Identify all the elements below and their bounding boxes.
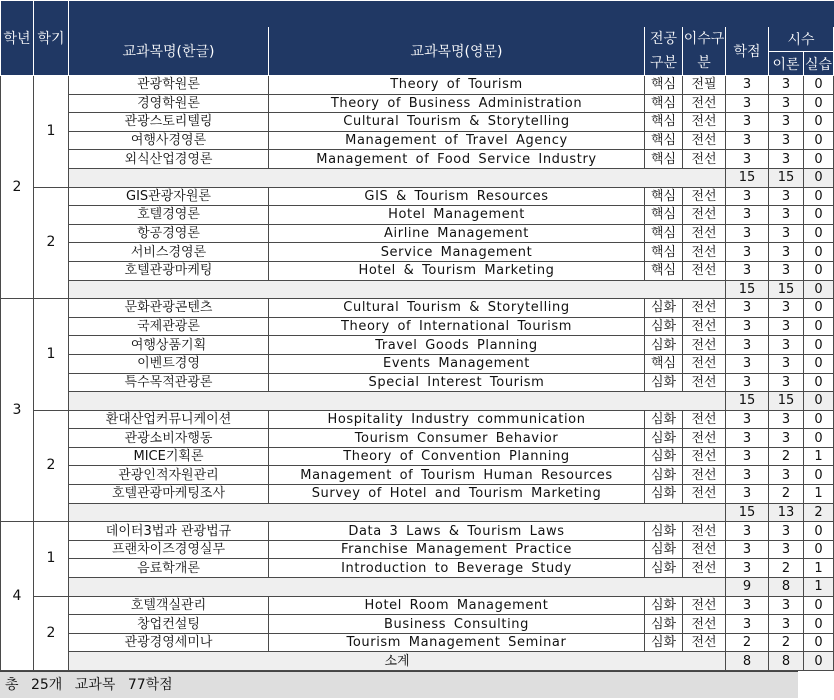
course-name-en: Theory of Tourism [269,76,645,95]
credits: 3 [726,615,769,634]
course-name-kr: 관광인적자원관리 [69,466,269,485]
credits: 3 [726,131,769,150]
credits: 3 [726,317,769,336]
theory-hours: 3 [769,522,804,541]
practice-hours: 1 [804,485,834,504]
table-row [1,466,834,485]
total-credits: 77학점 [127,677,173,693]
course-name-kr: 문화관광콘텐츠 [69,299,269,318]
major-type: 핵심 [645,243,683,262]
table-row [1,206,834,225]
practice-hours: 1 [804,447,834,466]
total-courses: 25개 [30,677,63,693]
theory-hours: 2 [769,633,804,652]
theory-hours: 3 [769,373,804,392]
track-type: 전선 [683,131,726,150]
track-type: 전선 [683,224,726,243]
theory-hours: 3 [769,299,804,318]
semester-cell: 2 [34,187,69,299]
credits: 3 [726,429,769,448]
credits: 3 [726,206,769,225]
track-type: 전선 [683,559,726,578]
header-theory: 이론 [769,52,804,76]
major-type: 핵심 [645,76,683,95]
course-name-en: Franchise Management Practice [269,540,645,559]
theory-hours: 3 [769,354,804,373]
subtotal-credits: 8 [726,652,769,671]
practice-hours: 0 [804,615,834,634]
major-type: 핵심 [645,261,683,280]
subtotal-credits: 15 [726,503,769,522]
course-name-kr: 호텔관광마케팅조사 [69,485,269,504]
credits: 3 [726,261,769,280]
course-name-en: GIS & Tourism Resources [269,187,645,206]
theory-hours: 3 [769,187,804,206]
theory-hours: 3 [769,466,804,485]
course-name-kr: 데이터3법과 관광법규 [69,522,269,541]
subtotal-practice: 0 [804,652,834,671]
subtotal-theory: 15 [769,392,804,411]
track-type: 전선 [683,596,726,615]
track-type: 전선 [683,261,726,280]
major-type: 핵심 [645,224,683,243]
major-type: 심화 [645,485,683,504]
table-row [1,150,834,169]
practice-hours: 0 [804,466,834,485]
course-name-en: Hotel & Tourism Marketing [269,261,645,280]
header-track-type: 이수구분 [683,27,726,76]
theory-hours: 2 [769,447,804,466]
theory-hours: 3 [769,76,804,95]
major-type: 심화 [645,615,683,634]
subtotal-practice: 0 [804,280,834,299]
practice-hours: 0 [804,429,834,448]
table-row [1,224,834,243]
credits: 3 [726,354,769,373]
theory-hours: 3 [769,131,804,150]
course-name-kr: 호텔객실관리 [69,596,269,615]
practice-hours: 0 [804,373,834,392]
course-name-en: Theory of International Tourism [269,317,645,336]
track-type: 전선 [683,317,726,336]
table-row [1,633,834,652]
track-type: 전필 [683,76,726,95]
credits: 3 [726,187,769,206]
credits: 3 [726,447,769,466]
course-name-en: Survey of Hotel and Tourism Marketing [269,485,645,504]
major-type: 핵심 [645,131,683,150]
subtotal-row [1,280,834,299]
total-course-word: 교과목 [74,677,116,693]
course-name-kr: 이벤트경영 [69,354,269,373]
course-name-en: Theory of Convention Planning [269,447,645,466]
practice-hours: 0 [804,224,834,243]
course-name-en: Airline Management [269,224,645,243]
major-type: 심화 [645,373,683,392]
table-row [1,485,834,504]
track-type: 전선 [683,150,726,169]
course-name-kr: 서비스경영론 [69,243,269,262]
subtotal-label [69,503,726,522]
course-name-en: Service Management [269,243,645,262]
practice-hours: 0 [804,336,834,355]
table-header [1,1,834,76]
course-name-kr: 호텔관광마케팅 [69,261,269,280]
course-name-kr: MICE기획론 [69,447,269,466]
year-cell: 3 [1,299,34,522]
table-row [1,522,834,541]
table-row [1,596,834,615]
table-row [1,243,834,262]
header-practice: 실습 [804,52,834,76]
course-name-kr: 여행상품기획 [69,336,269,355]
track-type: 전선 [683,615,726,634]
subtotal-label [69,578,726,597]
theory-hours: 3 [769,615,804,634]
course-name-kr: 음료학개론 [69,559,269,578]
table-row [1,429,834,448]
credits: 3 [726,410,769,429]
major-type: 핵심 [645,187,683,206]
track-type: 전선 [683,447,726,466]
credits: 3 [726,373,769,392]
credits: 3 [726,540,769,559]
track-type: 전선 [683,336,726,355]
major-type: 심화 [645,447,683,466]
track-type: 전선 [683,410,726,429]
theory-hours: 3 [769,261,804,280]
course-name-kr: 국제관광론 [69,317,269,336]
header-major-type: 전공구분 [645,27,683,76]
subtotal-theory: 8 [769,578,804,597]
track-type: 전선 [683,633,726,652]
table-row [1,447,834,466]
course-name-en: Tourism Consumer Behavior [269,429,645,448]
major-type: 심화 [645,410,683,429]
table-row [1,354,834,373]
major-type: 심화 [645,429,683,448]
credits: 3 [726,485,769,504]
course-name-en: Special Interest Tourism [269,373,645,392]
theory-hours: 3 [769,206,804,225]
credits: 3 [726,150,769,169]
year-cell: 2 [1,76,34,299]
header-credits: 학점 [726,27,769,76]
practice-hours: 0 [804,540,834,559]
practice-hours: 0 [804,522,834,541]
track-type: 전선 [683,429,726,448]
table-row [1,94,834,113]
course-name-en: Theory of Business Administration [269,94,645,113]
theory-hours: 3 [769,94,804,113]
course-name-kr: 프랜차이즈경영실무 [69,540,269,559]
semester-cell: 1 [34,299,69,411]
course-name-en: Travel Goods Planning [269,336,645,355]
track-type: 전선 [683,299,726,318]
subtotal-credits: 15 [726,168,769,187]
header-name-kr: 교과목명(한글) [69,27,269,76]
major-type: 핵심 [645,206,683,225]
subtotal-theory: 15 [769,280,804,299]
course-name-kr: 관광경영세미나 [69,633,269,652]
major-type: 핵심 [645,113,683,132]
practice-hours: 0 [804,354,834,373]
course-name-en: Management of Travel Agency [269,131,645,150]
theory-hours: 3 [769,429,804,448]
table-body [1,76,834,671]
theory-hours: 2 [769,485,804,504]
subtotal-practice: 0 [804,392,834,411]
course-name-kr: 환대산업커뮤니케이션 [69,410,269,429]
track-type: 전선 [683,243,726,262]
track-type: 전선 [683,113,726,132]
track-type: 전선 [683,485,726,504]
credits: 3 [726,466,769,485]
practice-hours: 0 [804,76,834,95]
course-name-kr: GIS관광자원론 [69,187,269,206]
subtotal-theory: 15 [769,168,804,187]
credits: 3 [726,299,769,318]
subtotal-row [1,392,834,411]
theory-hours: 3 [769,113,804,132]
table-row [1,615,834,634]
course-name-en: Hotel Management [269,206,645,225]
major-type: 핵심 [645,150,683,169]
table-row [1,373,834,392]
practice-hours: 0 [804,206,834,225]
subtotal-row [1,503,834,522]
theory-hours: 3 [769,410,804,429]
track-type: 전선 [683,466,726,485]
course-name-kr: 호텔경영론 [69,206,269,225]
theory-hours: 3 [769,150,804,169]
major-type: 심화 [645,299,683,318]
major-type: 심화 [645,633,683,652]
practice-hours: 0 [804,113,834,132]
table-row [1,76,834,95]
course-name-kr: 관광학원론 [69,76,269,95]
major-type: 심화 [645,317,683,336]
track-type: 전선 [683,206,726,225]
practice-hours: 0 [804,317,834,336]
header-year: 학년 [1,1,34,76]
credits: 3 [726,559,769,578]
table-row [1,187,834,206]
practice-hours: 0 [804,299,834,318]
practice-hours: 0 [804,410,834,429]
major-type: 심화 [645,540,683,559]
credits: 3 [726,522,769,541]
credits: 3 [726,243,769,262]
credits: 3 [726,224,769,243]
course-name-kr: 관광소비자행동 [69,429,269,448]
major-type: 핵심 [645,94,683,113]
semester-cell: 1 [34,76,69,188]
subtotal-label: 소계 [69,652,726,671]
practice-hours: 0 [804,187,834,206]
course-name-kr: 특수목적관광론 [69,373,269,392]
practice-hours: 1 [804,559,834,578]
header-hours: 시수 [769,27,834,52]
theory-hours: 2 [769,559,804,578]
track-type: 전선 [683,540,726,559]
major-type: 심화 [645,336,683,355]
practice-hours: 0 [804,243,834,262]
theory-hours: 3 [769,540,804,559]
practice-hours: 0 [804,94,834,113]
course-name-en: Tourism Management Seminar [269,633,645,652]
table-row [1,113,834,132]
table-row [1,559,834,578]
subtotal-credits: 9 [726,578,769,597]
table-row [1,317,834,336]
course-name-en: Business Consulting [269,615,645,634]
subtotal-practice: 0 [804,168,834,187]
table-row [1,131,834,150]
practice-hours: 0 [804,261,834,280]
semester-cell: 2 [34,410,69,522]
credits: 3 [726,336,769,355]
table-row [1,410,834,429]
course-name-en: Cultural Tourism & Storytelling [269,299,645,318]
track-type: 전선 [683,354,726,373]
theory-hours: 3 [769,336,804,355]
credits: 2 [726,633,769,652]
theory-hours: 3 [769,243,804,262]
course-name-en: Management of Food Service Industry [269,150,645,169]
major-type: 핵심 [645,354,683,373]
course-name-en: Introduction to Beverage Study [269,559,645,578]
course-name-en: Data 3 Laws & Tourism Laws [269,522,645,541]
practice-hours: 0 [804,150,834,169]
major-type: 심화 [645,466,683,485]
course-name-kr: 항공경영론 [69,224,269,243]
course-name-kr: 외식산업경영론 [69,150,269,169]
subtotal-row [1,168,834,187]
theory-hours: 3 [769,596,804,615]
year-cell: 4 [1,522,34,671]
subtotal-credits: 15 [726,392,769,411]
practice-hours: 0 [804,633,834,652]
course-name-en: Hospitality Industry communication [269,410,645,429]
total-prefix: 총 [5,677,19,693]
subtotal-row [1,652,834,671]
header-semester: 학기 [34,1,69,76]
subtotal-theory: 13 [769,503,804,522]
track-type: 전선 [683,94,726,113]
credits: 3 [726,94,769,113]
course-name-en: Cultural Tourism & Storytelling [269,113,645,132]
credits: 3 [726,76,769,95]
course-name-kr: 창업컨설팅 [69,615,269,634]
course-name-kr: 경영학원론 [69,94,269,113]
subtotal-row [1,578,834,597]
total-summary [0,671,798,698]
theory-hours: 3 [769,224,804,243]
major-type: 심화 [645,596,683,615]
track-type: 전선 [683,187,726,206]
credits: 3 [726,596,769,615]
course-name-en: Hotel Room Management [269,596,645,615]
semester-cell: 2 [34,596,69,670]
subtotal-theory: 8 [769,652,804,671]
course-name-kr: 관광스토리텔링 [69,113,269,132]
course-name-kr: 여행사경영론 [69,131,269,150]
practice-hours: 0 [804,596,834,615]
subtotal-label [69,392,726,411]
subtotal-credits: 15 [726,280,769,299]
track-type: 전선 [683,373,726,392]
major-type: 심화 [645,522,683,541]
subtotal-label [69,280,726,299]
table-row [1,540,834,559]
course-name-en: Management of Tourism Human Resources [269,466,645,485]
table-row [1,336,834,355]
subtotal-label [69,168,726,187]
subtotal-practice: 2 [804,503,834,522]
semester-cell: 1 [34,522,69,596]
subtotal-practice: 1 [804,578,834,597]
table-row [1,299,834,318]
practice-hours: 0 [804,131,834,150]
header-name-en: 교과목명(영문) [269,27,645,76]
track-type: 전선 [683,522,726,541]
table-row [1,261,834,280]
course-name-en: Events Management [269,354,645,373]
credits: 3 [726,113,769,132]
major-type: 심화 [645,559,683,578]
theory-hours: 3 [769,317,804,336]
